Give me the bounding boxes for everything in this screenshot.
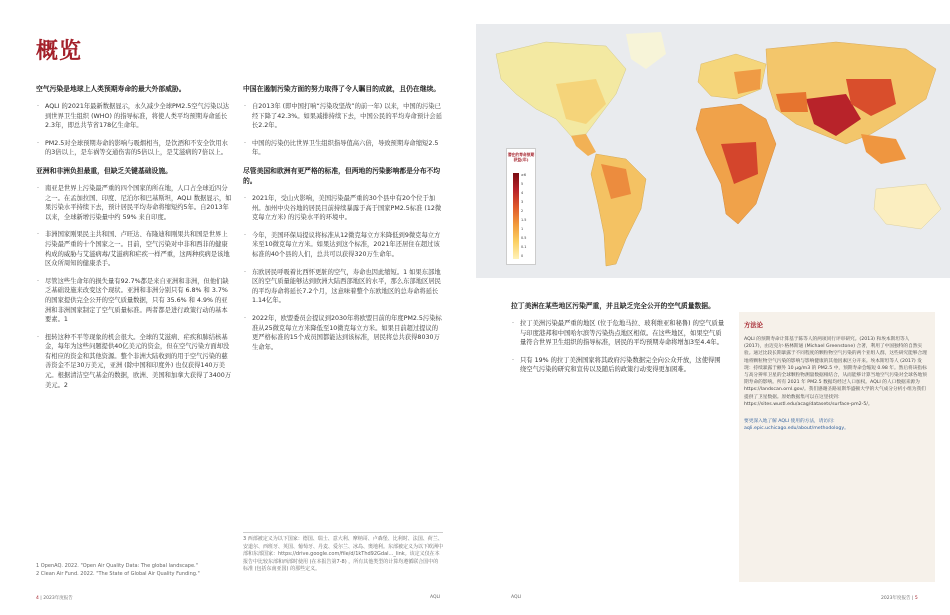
legend-tick: 1.5 [521,218,527,222]
legend-tick: 0.5 [521,236,527,240]
footnotes-left [36,563,232,578]
right-page [476,0,950,615]
bullet: · 中国的污染仍比世界卫生组织指导值高六倍，导致预期寿命缩短2.5年。 [243,139,443,158]
footer-left: AQLI [511,595,522,600]
legend-tick: 1 [521,227,524,231]
bullet: · 今年，美国环保局提议将标准从12微克每立方米降低到9微克每立方米至10微克每立方米。如果达到这个标准，2021年还居住在超过该标准的40个县的人们，总共可以获得320万生命年。 [243,231,443,260]
legend-tick: 5 [521,182,524,186]
footnotes-right [243,532,443,574]
bullet: · 只有 19% 的拉丁美洲国家将其政府污染数据完全向公众开放，这使得围绕空气污染的研究和宣传以及随后的政策行动变得更加困难。 [511,356,726,375]
bullet: · 拉丁美洲污染最严重的地区 (位于危地马拉、玻利维亚和秘鲁) 的空气质量与印度港邦和中国哈尔滨等污染热点地区相似。在这些地区，如果空气质量符合世界卫生组织的指导标准，居民的平均预期寿命将增加3至4.4年。 [511,319,726,348]
bullet: · 尽管这些生命年的损失量有92.7%都是来自亚洲和非洲，但他们缺乏基础设施来改变这个现状。亚洲和非洲分别只有 6.8% 和 3.7% 的国家提供完全公开的空气质量数据，只有 35.6% 和 4.9% 的亚洲和非洲国家制定了空气质量标准。两者都是进行政策行动的基本要素。1 [36,277,232,325]
legend-tick: 0.1 [521,245,527,249]
legend-tick: 0 [521,254,524,258]
bullet: · 非洲国家刚果民主共和国、卢旺达、布隆迪和刚果共和国是世界上污染最严重的十个国家之一。目前，空气污染对中非和西非的健康构成的威胁与艾滋病毒/艾滋病和疟疾一样严重，这两种疾病是该地区众所周知的健康杀手。 [36,230,232,268]
bullet: · AQLI 的2021年最新数据显示，永久减少全球PM2.5空气污染以达到世界卫生组织 (WHO) 的指导标准，将使人类平均预期寿命延长2.3年，即总共节省178亿生命年。 [36,102,232,131]
heading-2: 亚洲和非洲负担最重，但缺乏关键基础设施。 [36,166,172,175]
bullet: · 南亚是世界上污染最严重的四个国家的所在地，人口占全球近四分之一。在孟加拉国、印度、尼泊尔和巴基斯坦，AQLI 数据显示，如果污染水平持续下去，预计居民平均寿命将缩短约5年。自2013年以来，全球新增污染量中约 59% 来自印度。 [36,184,232,222]
page-title: 概览 [36,39,83,64]
heading-1: 空气污染是地球上人类预期寿命的最大外部威胁。 [36,85,186,93]
legend-title: 潜在的寿命预期获益(年) [507,152,535,162]
bullet: · 东欧居民呼吸着比西怀更脏的空气，寿命也因此缩短。1 如果东部地区的空气质量能够达到欧洲大陆西部地区的水平，那么东部地区居民的平均寿命将延长7.2个月，这意味着整个东欧地区的总寿命将延长1.14亿年。 [243,268,443,306]
legend-tick: 2 [521,209,524,213]
footer-center: AQLI [430,595,441,600]
legend-tick: 4 [521,191,524,195]
bullet: · PM2.5对全球预期寿命的影响与吸烟相当，是饮酒和不安全饮用水的3倍以上，是车祸等交通伤害的5倍以上，是艾滋病的7倍以上。 [36,139,232,158]
footer-right: 2023年度报告 | 5 [881,596,918,601]
bullet: · 2021年，受山火影响，美国污染最严重的30个县中有20个位于加州。加州中央谷地的居民目前持续暴露于高于国家PM2.5标准 (12微克每立方米) 的污染水平的环境中。 [243,194,443,223]
bullet: · 2022年，欧盟委员会提议到2030年将欧盟目前的年度PM2.5污染标准从25微克每立方米降低至10微克每立方米。如果目前超过提议的更严格标准的15个成员国都能达到该标准，居民将总共获得8030万生命年。 [243,314,443,352]
legend-tick: ≥6 [521,173,526,177]
methodology-link[interactable]: 要更深入地了解 AQLI 使用的方法，请访问：aqli.epic.uchicago.edu/about/methodology。 [744,419,849,432]
heading-latin-america: 拉丁美洲在某些地区污染严重，并且缺乏完全公开的空气质量数据。 [511,302,715,310]
world-map-graphic [476,24,950,278]
column-2 [243,84,443,360]
bullet: · 扭转这种不平等现象的机会很大。全球的艾滋病、疟疾和肺结核基金，每年为这些问题提供40亿美元的资金，但在空气污染方面却没有相应的资金和其他资源。整个非洲大陆收到的用于空气污染的慈善资金不足30万美元，亚洲 (除中国和印度外) 也仅获得140万美元。根据清洁空气基金的数据，欧洲、美国和加拿大获得了3400万美元。2 [36,333,232,391]
column-1 [36,84,232,398]
heading-4: 尽管美国和欧洲有更严格的标准，但两地的污染影响都是分布不均的。 [243,166,441,185]
map-legend [506,148,536,265]
footer-left: 4 | 2023年度报告 [36,596,73,601]
legend-tick: 3 [521,200,524,204]
world-map [476,24,950,278]
bullet: · 自2013年 (即中国打响“污染攻坚战”的前一年) 以来，中国的污染已经下降了42.3%。如果减排持续下去，中国公民的平均寿命预计会延长2.2年。 [243,102,443,131]
methodology-text: AQLI 的预期寿命计算基于陈等人的两项同行评审研究。(2013) 和埃本斯坦等人 (2017)，由迈克尔·格林斯通 (Michael Greenstone) 合著，利用了中国独特的自然实验。通过比较长期暴露于不同程度的颗粒物空气污染的两个亚组人群，这些研究能够合理地将颗粒物空气污染的影响与影响健康的其他因素区分开来。埃本斯坦等人 (2017) 发现：持续暴露于额外 10 μg/m3 的 PM2.5 中，预期寿命会缩短 0.98 年。然后将该指标与高分辨率卫星的全球颗粒物测量数据相结合，从而能够计算当地空气污染对全球各地预期寿命的影响。所有 2021 年 PM2.5 数据均经过人口加权。AQLI 的人口数据来源为 https://landscan.ornl.gov/。我们感谢圣路易斯华盛顿大学的大气成分分析小组为我们提供了卫星数据。原始数据集可以在这里找到：https://sites.wustl.edu/acag/datasets/surface-pm2-5/。 [744,337,927,407]
methodology-title: 方法论 [744,322,763,329]
left-page [0,0,470,615]
footnote-2: 2 Clean Air Fund. 2022. "The State of Global Air Quality Funding." [36,570,200,577]
methodology-box [739,312,935,582]
footnote-1: 1 OpenAQ. 2022. "Open Air Quality Data: The global landscape." [36,563,198,569]
footnote-3: 3 西部被定义为以下国家：德国、瑞士、意大利、摩纳哥、卢森堡、比利时、法国、荷兰、安道尔、西班牙、英国、葡萄牙、丹麦、爱尔兰、冰岛、奥地利。东部被定义为以下欧洲中部和东部国家：https://drive.google.com/file/d/1kThd92Gdal..._link。该定义仅在本报告中比较东部和西部时使用 (在本报告第7-8) ，所有其他类型的计算均遵循联合国中的标准 (包括东南亚国) 的那些定义。 [243,536,444,572]
legend-color-bar [513,173,519,259]
heading-3: 中国在遏制污染方面的努力取得了令人瞩目的成就，且仍在继续。 [243,85,441,93]
latin-america-section [511,301,726,383]
